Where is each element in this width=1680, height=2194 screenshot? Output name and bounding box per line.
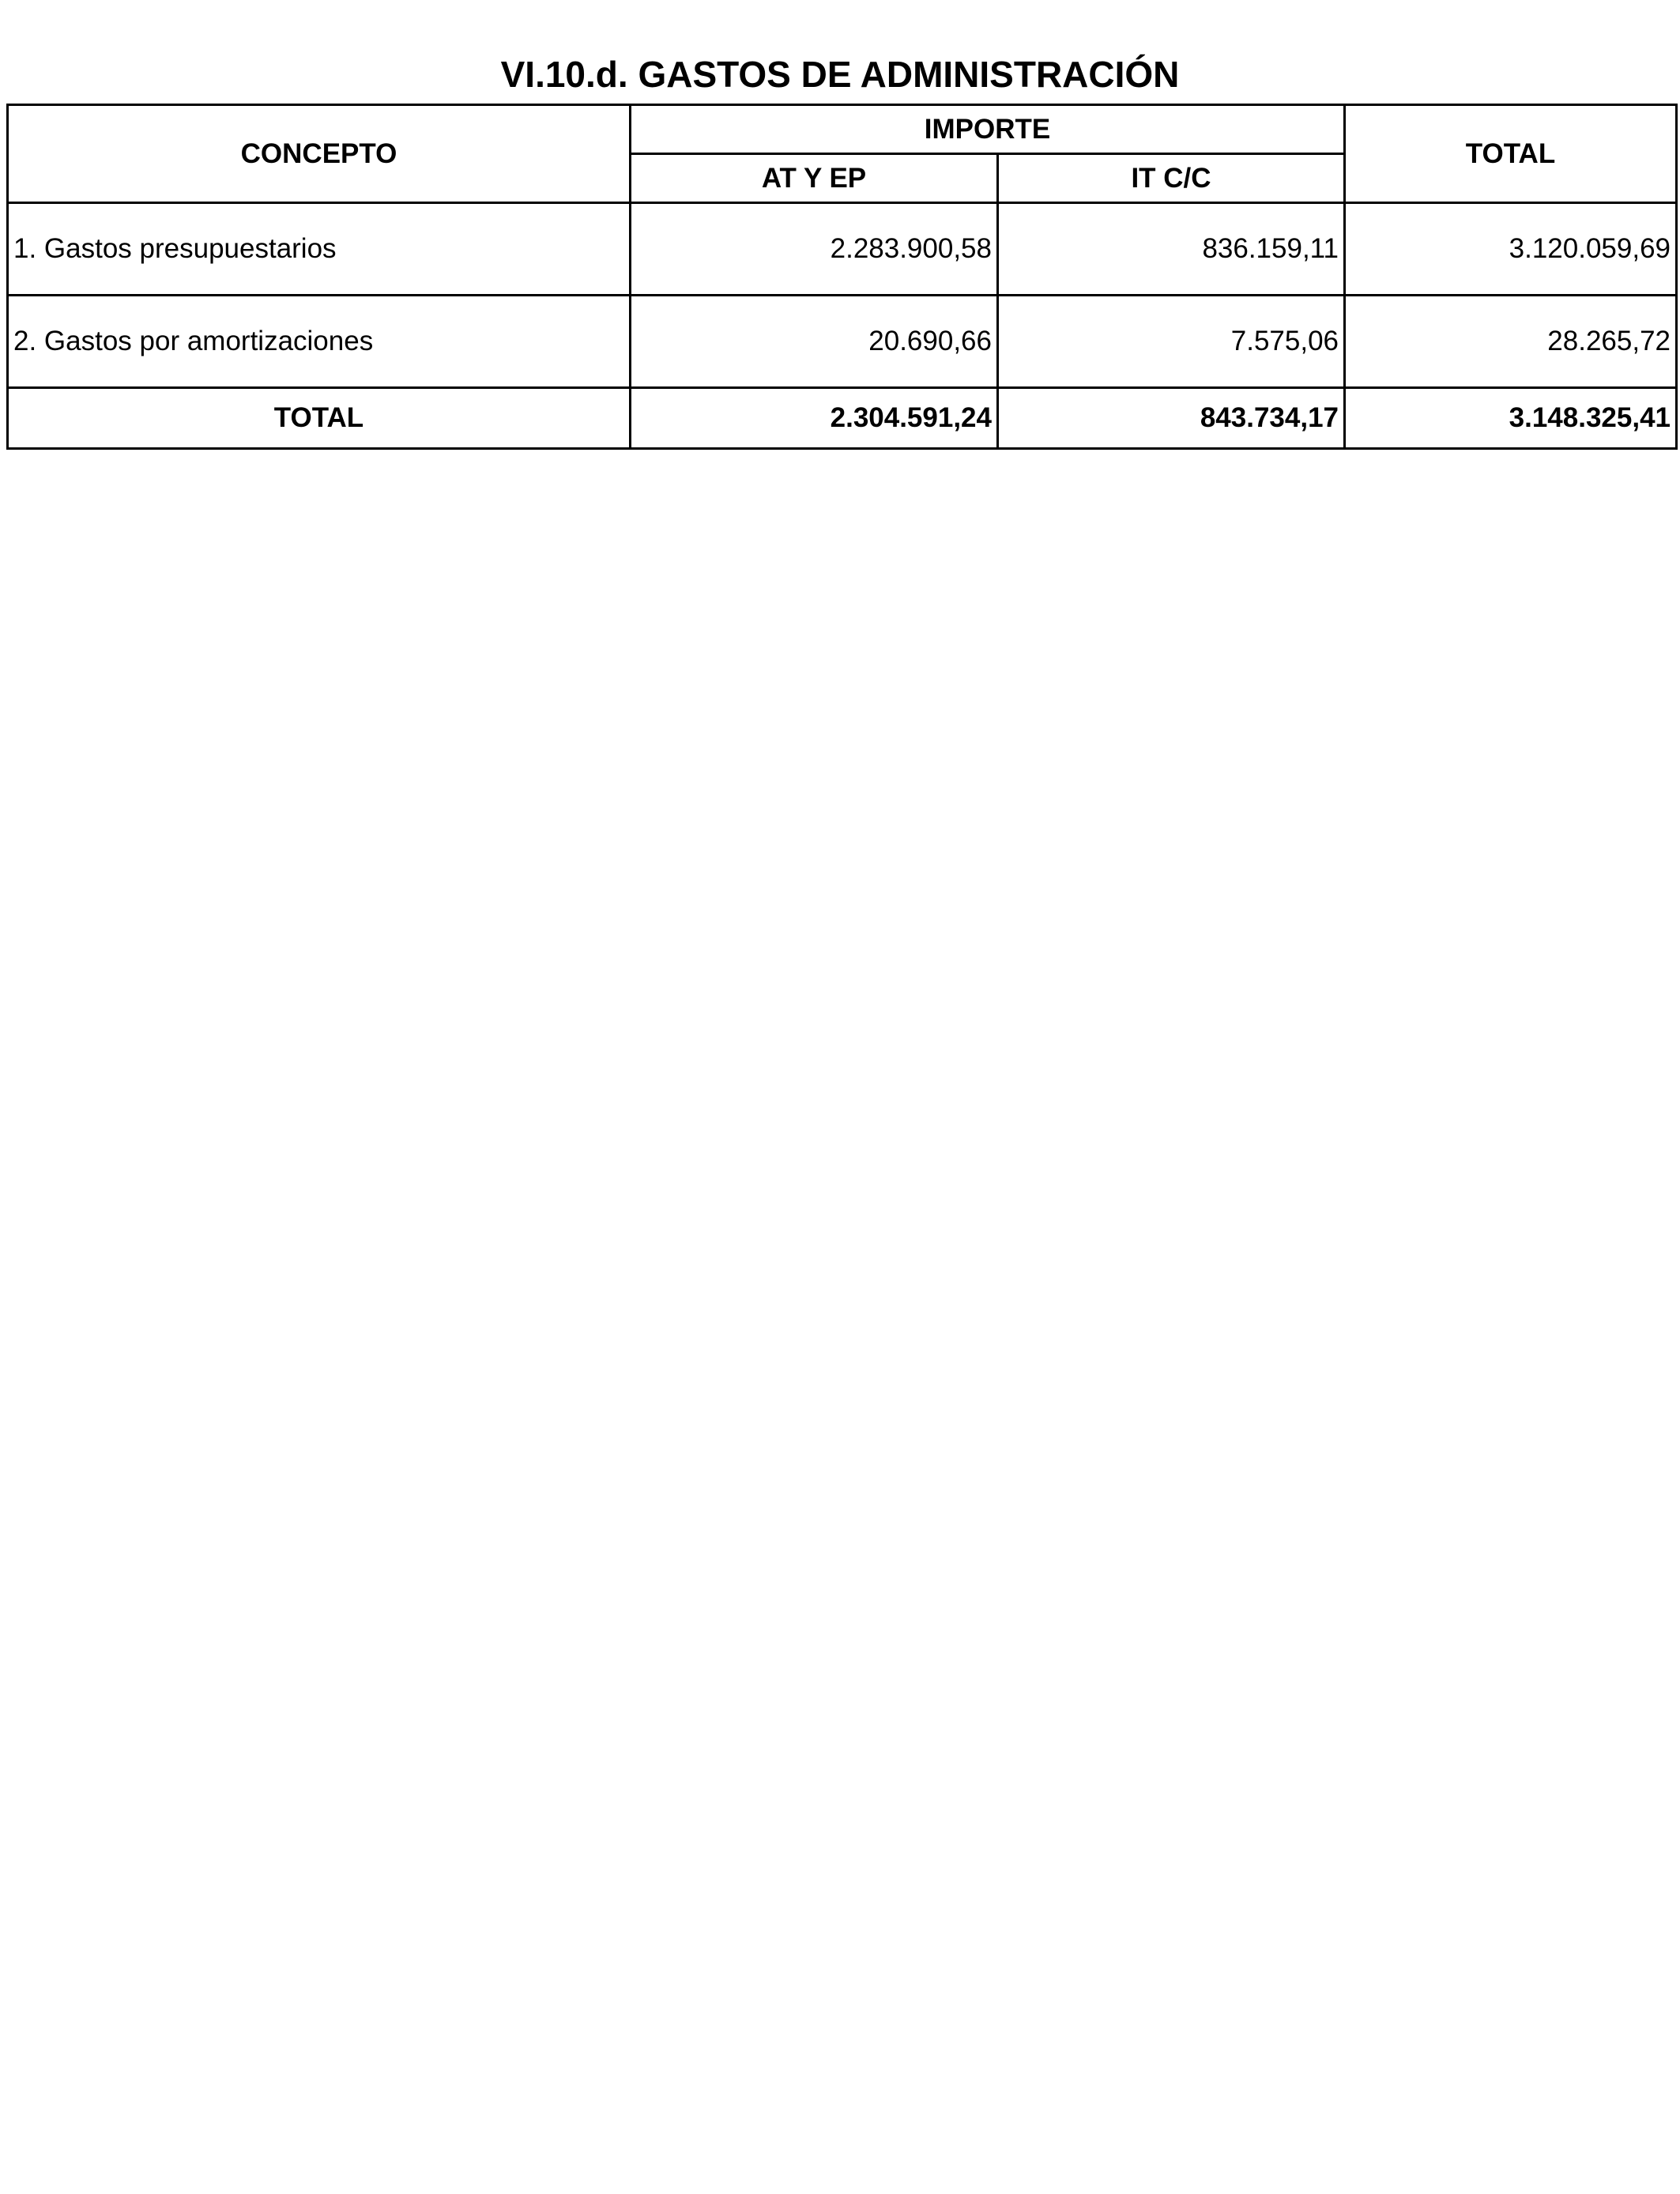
header-concepto: CONCEPTO bbox=[8, 105, 631, 203]
totals-it-cc: 843.734,17 bbox=[998, 388, 1345, 449]
totals-label: TOTAL bbox=[8, 388, 631, 449]
table-row bbox=[8, 203, 1677, 296]
row-total: 28.265,72 bbox=[1345, 296, 1677, 388]
row-at-y-ep: 2.283.900,58 bbox=[631, 203, 998, 296]
row-at-y-ep: 20.690,66 bbox=[631, 296, 998, 388]
row-it-cc: 836.159,11 bbox=[998, 203, 1345, 296]
header-row-top bbox=[8, 105, 1677, 154]
row-concepto: 2. Gastos por amortizaciones bbox=[8, 296, 631, 388]
totals-total: 3.148.325,41 bbox=[1345, 388, 1677, 449]
row-concepto: 1. Gastos presupuestarios bbox=[8, 203, 631, 296]
totals-row bbox=[8, 388, 1677, 449]
totals-at-y-ep: 2.304.591,24 bbox=[631, 388, 998, 449]
row-it-cc: 7.575,06 bbox=[998, 296, 1345, 388]
page-title: VI.10.d. GASTOS DE ADMINISTRACIÓN bbox=[500, 54, 1180, 95]
header-importe: IMPORTE bbox=[631, 105, 1345, 154]
header-total: TOTAL bbox=[1345, 105, 1677, 203]
header-it-cc: IT C/C bbox=[998, 154, 1345, 203]
header-at-y-ep: AT Y EP bbox=[631, 154, 998, 203]
administration-expenses-table bbox=[6, 104, 1678, 450]
row-total: 3.120.059,69 bbox=[1345, 203, 1677, 296]
table-row bbox=[8, 296, 1677, 388]
